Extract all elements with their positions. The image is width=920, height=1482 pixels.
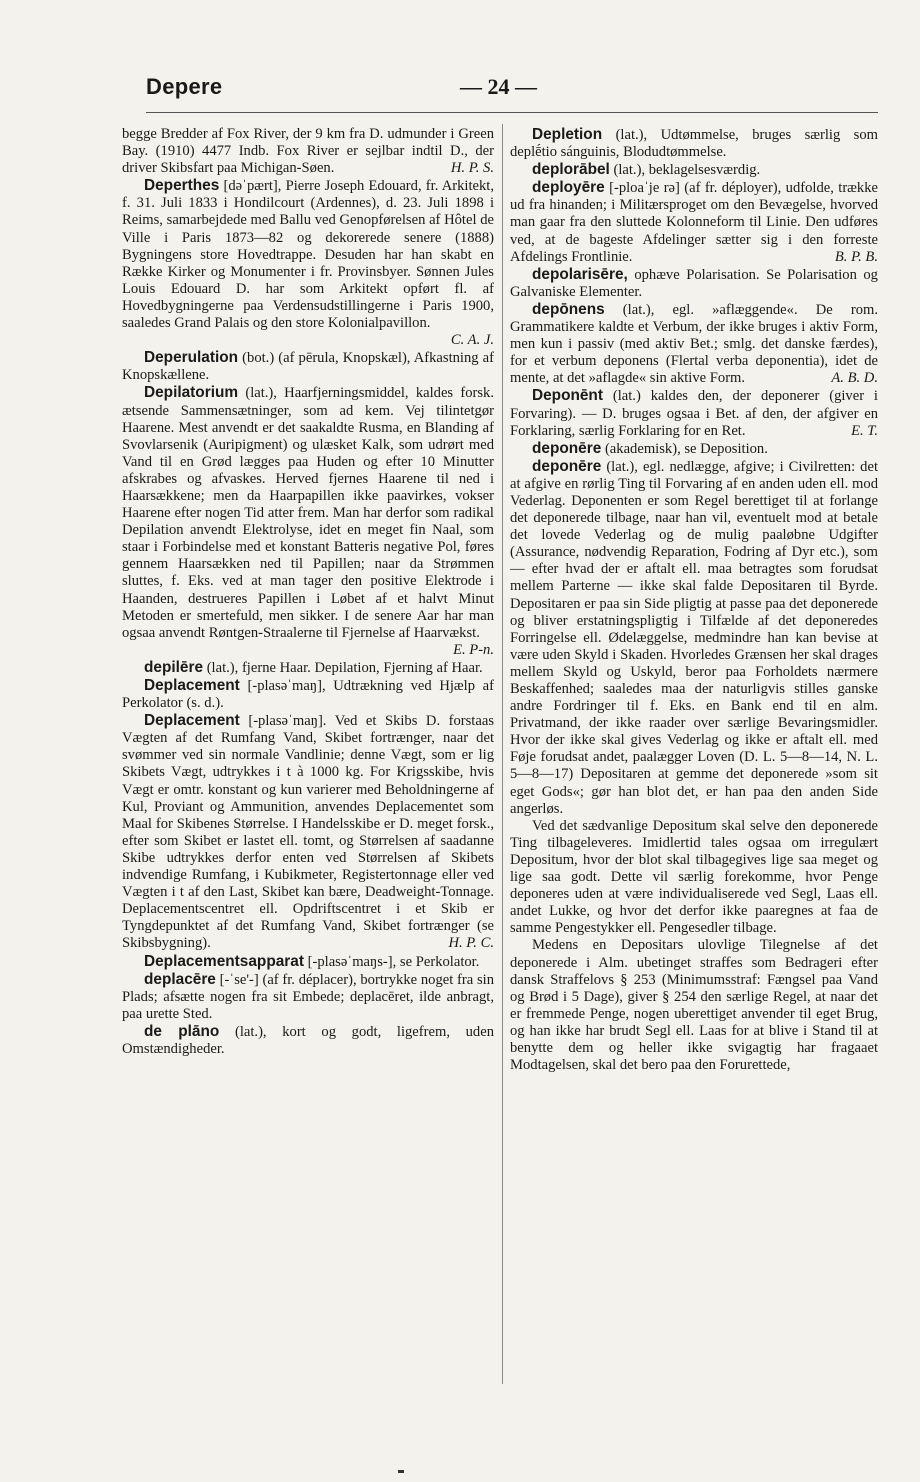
dictionary-entry (122, 126, 494, 177)
entry-text: [-ˈse'-] (af fr. déplacer), bortrykke noget fra sin Plads; afsætte nogen fra sit Embede; deplacēret, ilde anbragt, paa urette Sted. (122, 971, 494, 1022)
dictionary-entry (122, 384, 494, 659)
entry-headword: deponēre (532, 457, 602, 475)
dictionary-entry (510, 301, 878, 387)
dictionary-entry (122, 659, 494, 677)
entry-text: [-plasəˈmaŋs-], se Perkolator. (307, 953, 480, 970)
dictionary-entry (510, 440, 878, 458)
entry-text: [-plasəˈmaŋ]. Ved et Skibs D. forstaas Vægten af det Rumfang Vand, Skibet fortrænger, naar det svømmer ved sin normale Vandlinie; denne Vægt, som er lig Skibets Vægt, udtrykkes i t à 1000 kg. For Krigsskibe, hvis Vægt er omtr. konstant og kun varierer med Beholdningerne af Kul, Proviant og Ammunition, anvendes Deplacementet som Maal for Skibenes Størrelse. I Handelsskibe er D. meget forsk., efter som Skibet er lastet ell. tomt, og Størrelsen af saadanne Skibe udtrykkes derfor enten ved Størrelsen af Skibets indvendige Rumfang, i Kubikmeter, Registertonnage eller ved Vægten i t af den Last, Skibet kan bære, Deadweight-Tonnage. Deplacementscentret ell. Opdriftscentret i et Skib er Tyngdepunktet af det Rumfang Vand, Skibet fortrænger (se Skibsbygning). (122, 713, 494, 952)
entry-text: (akademisk), se Deposition. (604, 440, 768, 457)
entry-headword: Depilatorium (144, 384, 239, 402)
entry-headword: Deplacementsapparat (144, 952, 304, 970)
dictionary-entry (510, 937, 878, 1074)
entry-text: (lat.), Udtømmelse, bruges særlig som deplḗtio sánguinis, Blodudtømmelse. (510, 127, 879, 161)
entry-text: (lat.), egl. »aflæggende«. De rom. Grammatikere kaldte et Verbum, der ikke bruges i aktiv Form, men kun i passiv (med aktiv Bet.; smlg. det danske færdes), for et verbum deponens (Flertal verba deponentia), idet de mente, at det »aflagde« sin aktive Form. (510, 301, 878, 387)
dictionary-entry (122, 677, 494, 712)
running-headword: Depere (146, 74, 223, 99)
right-column (510, 126, 878, 1074)
page-header (146, 74, 878, 108)
dictionary-entry (510, 458, 878, 818)
entry-headword: Deperulation (144, 349, 239, 367)
dictionary-entry (510, 387, 878, 439)
entry-text: Medens en Depositars ulovlige Tilegnelse af det deponerede i Alm. ubetinget straffes som Bedrageri efter dansk Straffelovs § 253 (Minimumsstraf: Fængsel paa Vand og Brød i 5 Dage), giver § 254 den særlige Regel, at naar det er fremmede Penge, nogen uberettiget anvender til eget Brug, og han ikke har brudt Segl ell. Laas for at blive i Stand til at benytte dem og heller ikke svigagtig har fragaaet Modtagelsen, skal det bero paa den Forurettede, (510, 937, 878, 1074)
dictionary-entry (510, 266, 878, 301)
entry-text: Ved det sædvanlige Depositum skal selve den deponerede Ting tilbageleveres. Imidlertid tales ogsaa om irregulært Depositum, hvor der blot skal tilbagegives lige saa meget og lige saa godt. Dette vil særlig forekomme, hvor Penge deponeres uden at være individualiserede ved Segl, Laas ell. andet Lukke, og hvor det derfor ikke paaregnes at faa de samme Pengestykker ell. Pengesedler tilbage. (510, 817, 878, 937)
author-signature: E. P-n. (453, 641, 494, 658)
entry-headword: deplorābel (532, 161, 610, 179)
dictionary-entry (510, 126, 878, 161)
author-signature: H. P. C. (448, 935, 494, 952)
dictionary-entry (122, 971, 494, 1023)
entry-headword: Depletion (532, 126, 603, 143)
entry-headword: de plāno (144, 1022, 220, 1040)
author-signature: B. P. B. (834, 248, 878, 265)
author-signature: E. T. (851, 422, 878, 439)
entry-headword: Deperthes (144, 177, 220, 195)
entry-text: (lat.), Haarfjerningsmiddel, kaldes forsk. ætsende Sammensætninger, som ad kem. Vej tilintetgør Haarene. Mest anvendt er det saakaldte Rusma, en Blanding af Svovlarsenik (Auripigment) og ulæsket Kalk, som udrørt med Vand til en Grød lægges paa Huden og efter 10 Minutter afskrabes og afvaskes. Herved fjernes Haarene til ned i Haarsækkene; men da Haarpapillen ikke paavirkes, vokser Haarene efter nogen Tid atter frem. Man har derfor som radikal Depilation anvendt Elektrolyse, idet en meget fin Naal, som staar i Forbindelse med et konstant Batteris negative Pol, føres gennem Haarsækken ned til Papillen; naar da Strømmen sluttes, f. Eks. ved at man tager den positive Elektrode i Haanden, destrueres Papillen i Løbet af et halvt Minut Metoden er smertefuld, men sikker. I de senere Aar har man ogsaa anvendt Røntgen-Straalerne til Fjernelse af Haarvækst. (122, 385, 494, 641)
entry-headword: Deplacement (144, 712, 240, 730)
dictionary-entry (510, 179, 878, 265)
entry-headword: deplacēre (144, 970, 216, 988)
dictionary-entry (122, 177, 494, 349)
column-divider (502, 124, 503, 1384)
entry-text: ophæve Polarisation. Se Polarisation og Galvaniske Elementer. (510, 266, 878, 300)
author-signature: C. A. J. (450, 332, 494, 349)
entry-text: (lat.), fjerne Haar. Depilation, Fjerning af Haar. (206, 659, 483, 676)
entry-text: (bot.) (af pērula, Knopskæl), Afkastning af Knopskællene. (122, 350, 495, 384)
dictionary-entry (122, 712, 494, 952)
left-column (122, 126, 494, 1058)
entry-headword: Deplacement (144, 677, 240, 694)
author-signature: A. B. D. (831, 370, 878, 387)
entry-text: (lat.), kort og godt, ligefrem, uden Omstændigheder. (122, 1023, 495, 1057)
dictionary-entry (510, 818, 878, 938)
header-rule (146, 112, 878, 113)
entry-text: (lat.), egl. nedlægge, afgive; i Civilretten: det at afgive en rørlig Ting til Forvaring af en anden uden ell. mod Vederlag. Deponenten er som Regel berettiget til at forlange det deponerede tilbage, naar han vil, eventuelt mod at betale det lovede Vederlag og de mulig paaløbne Udgifter (Assurance, nødvendig Reparation, Fodring af Dyr etc.), som — efter hvad der er aftalt ell. maa betragtes som forudsat mellem Parterne — ikke skal falde Depositaren til Byrde. Depositaren er paa sin Side pligtig at passe paa det deponerede og bliver erstatningspligtig i Tilfælde af det deponeredes Forringelse ell. Ødelæggelse, medmindre han kan bevise at være uden Skyld i Skaden. Hvorledes Grænsen her skal drages mellem Skyld og Uskyld, beror paa Forholdets nærmere Beskaffenhed; saaledes maa der naturligvis stilles ganske andre Fordringer til f. Eks. en Bank end til en alm. Privatmand, der ikke raader over særlige Bevaringsmidler. Hvor der ikke skal gives Vederlag og ikke er aftalt ell. med Føje forudsat andet, paalægger Loven (D. L. 5—8—14, N. L. 5—8—17) Depositaren at gemme det deponerede »som sit eget Gods«; gør han blot det, er han paa den anden Side angerløs. (510, 458, 878, 817)
entry-text: [dəˈpært], Pierre Joseph Edouard, fr. Arkitekt, f. 31. Juli 1833 i Hondilcourt (Ardennes), d. 23. Juli 1898 i Reims, samarbejdede med Ballu ved Genopførelsen af Hôtel de Ville i Paris 1873—82 og dekorerede senere (1888) Bygningens store Hovedtrappe. Desuden har han skabt en Række Kirker og Monumenter i fr. Provinsbyer. Sønnen Jules Louis Edouard D. har som Arkitekt opført fl. af Hovedbygningerne paa Verdensudstillingerne i Paris 1900, saaledes Grand Palais og den store Kolonialpavillon. (122, 178, 495, 332)
entry-text: begge Bredder af Fox River, der 9 km fra D. udmunder i Green Bay. (1910) 4477 Indb. Fox River er sejlbar indtil D., der driver Skibsfart paa Michigan-Søen. (122, 126, 494, 177)
entry-text: [-plasəˈmaŋ], Udtrækning ved Hjælp af Perkolator (s. d.). (122, 678, 494, 712)
dictionary-entry (122, 953, 494, 971)
entry-text: (lat.), beklagelsesværdig. (613, 162, 761, 179)
footer-mark (398, 1470, 404, 1473)
dictionary-entry (122, 1023, 494, 1058)
entry-headword: Deponēnt (532, 387, 603, 405)
author-signature: H. P. S. (450, 160, 494, 177)
entry-text: (lat.) kaldes den, der deponerer (giver i Forvaring). — D. bruges ogsaa i Bet. af den, der afgiver en Forklaring, særlig Forklaring for en Ret. (510, 388, 878, 439)
dictionary-entry (122, 349, 494, 384)
entry-headword: depōnens (532, 300, 605, 318)
entry-headword: deponēre (532, 439, 602, 457)
entry-headword: depilēre (144, 658, 204, 676)
entry-text: [-ploaˈje rə] (af fr. déployer), udfolde, trække ud fra hinanden; i Militærsproget om den Bevægelse, hvorved man gaar fra den sluttede Kolonneform til Linie. Den udføres ved, at de bageste Afdelinger sætter sig i den forreste Afdelings Frontlinie. (510, 180, 878, 265)
entry-headword: depolarisēre, (532, 265, 628, 283)
page-number: — 24 — (460, 74, 537, 99)
dictionary-entry (510, 161, 878, 179)
entry-headword: deployēre (532, 179, 605, 197)
